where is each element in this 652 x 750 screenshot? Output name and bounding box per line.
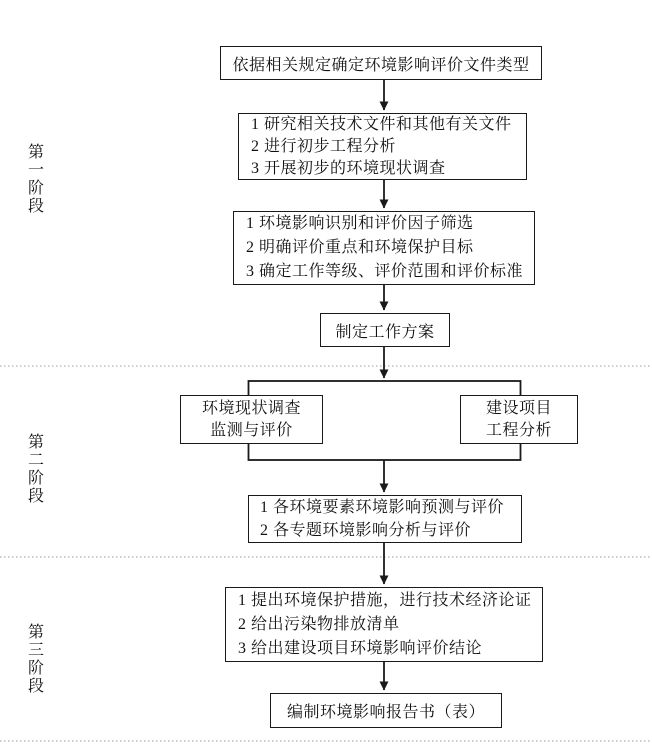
- box-line: 2 给出污染物排放清单: [238, 615, 400, 633]
- box-document-type: [220, 46, 542, 80]
- box-work-plan-text: 制定工作方案: [335, 323, 435, 341]
- box-line: 1 研究相关技术文件和其他有关文件: [251, 115, 512, 133]
- box-line: 2 各专题环境影响分析与评价: [260, 522, 472, 539]
- box-line: 1 各环境要素环境影响预测与评价: [260, 499, 505, 516]
- box-work-plan: [320, 313, 450, 347]
- box-compile-report: [270, 693, 502, 728]
- box-line: 3 确定工作等级、评价范围和评价标准: [246, 263, 524, 280]
- box-compile-report-text: 编制环境影响报告书（表）: [286, 704, 485, 721]
- box-line: 工程分析: [485, 421, 552, 439]
- box-line: 1 环境影响识别和评价因子筛选: [246, 215, 474, 232]
- stage-label-2: 第二阶段: [27, 434, 44, 505]
- box-document-type-text: 依据相关规定确定环境影响评价文件类型: [232, 56, 530, 74]
- box-status-survey: [180, 395, 323, 444]
- stage-label-3: 第三阶段: [27, 624, 44, 695]
- box-line: 1 提出环境保护措施，进行技术经济论证: [238, 591, 532, 609]
- box-line: 3 给出建设项目环境影响评价结论: [238, 639, 483, 657]
- box-line: 环境现状调查: [201, 399, 301, 417]
- box-impact-prediction: [248, 495, 522, 543]
- box-preliminary-work: [238, 113, 527, 180]
- box-project-analysis: [460, 395, 578, 444]
- box-line: 2 进行初步工程分析: [251, 137, 397, 155]
- box-impact-screening: [233, 211, 535, 285]
- box-line: 2 明确评价重点和环境保护目标: [246, 239, 474, 256]
- box-line: 建设项目: [485, 399, 552, 417]
- box-protection-measures: [225, 587, 543, 662]
- box-line: 监测与评价: [210, 421, 293, 439]
- box-line: 3 开展初步的环境现状调查: [251, 159, 446, 177]
- stage-label-1: 第一阶段: [27, 144, 44, 215]
